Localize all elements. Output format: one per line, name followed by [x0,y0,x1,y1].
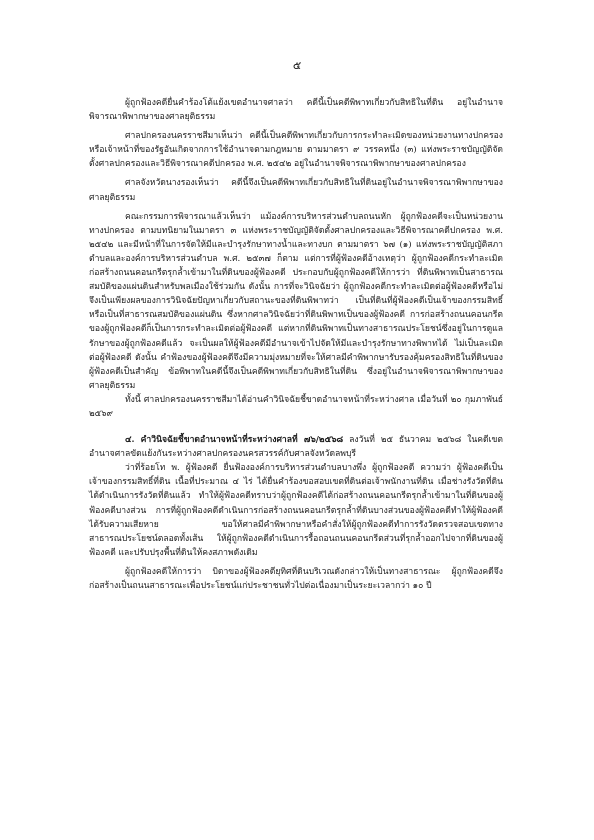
paragraph-committee-opinion: คณะกรรมการพิจารณาแล้วเห็นว่า แม้องค์การบริหารส่วนตำบลถนนหัก ผู้ถูกฟ้องคดีจะเป็นหน่วยงานทางปกครอง ตามบทนิยามในมาตรา ๓ แห่งพระราชบัญญัติจัดตั้งศาลปกครองและวิธีพิจารณาคดีปกครอง พ.ศ. ๒๕๔๒ และมีหน้าที่ในการจัดให้มีและบำรุงรักษาทางน้ำและทางบก ตามมาตรา ๖๗ (๑) แห่งพระราชบัญญัติสภาตำบลและองค์การบริหารส่วนตำบล พ.ศ. ๒๕๓๗ ก็ตาม แต่การที่ผู้ฟ้องคดีอ้างเหตุว่า ผู้ถูกฟ้องคดีกระทำละเมิดก่อสร้างถนนคอนกรีตรุกล้ำเข้ามาในที่ดินของผู้ฟ้องคดี ประกอบกับผู้ถูกฟ้องคดีให้การว่า ที่ดินพิพาทเป็นสาธารณสมบัติของแผ่นดินสำหรับพลเมืองใช้ร่วมกัน ดังนั้น การที่จะวินิจฉัยว่า ผู้ถูกฟ้องคดีกระทำละเมิดต่อผู้ฟ้องคดีหรือไม่ จึงเป็นเพียงผลของการวินิจฉัยปัญหาเกี่ยวกับสถานะของที่ดินพิพาทว่า เป็นที่ดินที่ผู้ฟ้องคดีเป็นเจ้าของกรรมสิทธิ์ หรือเป็นที่สาธารณสมบัติของแผ่นดิน ซึ่งหากศาลวินิจฉัยว่าที่ดินพิพาทเป็นของผู้ฟ้องคดี การก่อสร้างถนนคอนกรีตของผู้ถูกฟ้องคดีก็เป็นการกระทำละเมิดต่อผู้ฟ้องคดี แต่หากที่ดินพิพาทเป็นทางสาธารณประโยชน์ซึ่งอยู่ในการดูแลรักษาของผู้ถูกฟ้องคดีแล้ว จะเป็นผลให้ผู้ฟ้องคดีมีอำนาจเข้าไปจัดให้มีและบำรุงรักษาทางพิพาทได้ ไม่เป็นละเมิดต่อผู้ฟ้องคดี ดังนั้น คำฟ้องของผู้ฟ้องคดีจึงมีความมุ่งหมายที่จะให้ศาลมีคำพิพากษารับรองคุ้มครองสิทธิในที่ดินของผู้ฟ้องคดีเป็นสำคัญ ข้อพิพาทในคดีนี้จึงเป็นคดีพิพาทเกี่ยวกับสิทธิในที่ดิน ซึ่งอยู่ในอำนาจพิจารณาพิพากษาของศาลยุติธรรม [89,211,503,391]
paragraph-objection: ผู้ถูกฟ้องคดียื่นคำร้องโต้แย้งเขตอำนาจศาลว่า คดีนี้เป็นคดีพิพาทเกี่ยวกับสิทธิในที่ดิน อยู่ในอำนาจพิจารณาพิพากษาของศาลยุติธรรม [89,98,503,123]
section-heading-4 [89,433,503,461]
section-heading-rest: ลงวันที่ ๒๕ ธันวาคม ๒๕๖๘ ในคดีเขตอำนาจศาลขัดแย้งกันระหว่างศาลปกครองนครสวรรค์กับศาลจังหวัดลพบุรี [89,435,504,460]
paragraph-admin-court-opinion: ศาลปกครองนครราชสีมาเห็นว่า คดีนี้เป็นคดีพิพาทเกี่ยวกับการกระทำละเมิดของหน่วยงานทางปกครองหรือเจ้าหน้าที่ของรัฐอันเกิดจากการใช้อำนาจตามกฎหมาย ตามมาตรา ๙ วรรคหนึ่ง (๓) แห่งพระราชบัญญัติจัดตั้งศาลปกครองและวิธีพิจารณาคดีปกครอง พ.ศ. ๒๕๔๒ อยู่ในอำนาจพิจารณาพิพากษาของศาลปกครอง [89,131,503,170]
paragraph-defendant-answer: ผู้ถูกฟ้องคดีให้การว่า บิดาของผู้ฟ้องคดียุทิศที่ดินบริเวณดังกล่าวให้เป็นทางสาธารณะ ผู้ถูกฟ้องคดีจึงก่อสร้างเป็นถนนสาธารณะเพื่อประโยชน์แก่ประชาชนทั่วไปต่อเนื่องมาเป็นระยะเวลากว่า ๑๐ ปี [89,566,503,591]
section-heading-title: ๔. คำวินิจฉัยชี้ขาดอำนาจหน้าที่ระหว่างศาลที่ ๗๖/๒๕๖๘ [125,435,344,446]
page-number: ๕ [292,59,302,72]
paragraph-provincial-court-opinion: ศาลจังหวัดนางรองเห็นว่า คดีนี้จึงเป็นคดีพิพาทเกี่ยวกับสิทธิในที่ดินอยู่ในอำนาจพิจารณาพิพากษาของศาลยุติธรรม [89,178,503,203]
paragraph-plaintiff-claim: ว่าที่ร้อยโท พ. ผู้ฟ้องคดี ยื่นฟ้ององค์การบริหารส่วนตำบลบางพึ่ง ผู้ถูกฟ้องคดี ความว่า ผู้ฟ้องคดีเป็นเจ้าของกรรมสิทธิ์ที่ดิน เนื้อที่ประมาณ ๔ ไร่ ได้ยื่นคำร้องขอสอบเขตที่ดินต่อเจ้าพนักงานที่ดิน เมื่อช่างรังวัดที่ดินได้ดำเนินการรังวัดที่ดินแล้ว ทำให้ผู้ฟ้องคดีทราบว่าผู้ถูกฟ้องคดีได้ก่อสร้างถนนคอนกรีตรุกล้ำเข้ามาในที่ดินของผู้ฟ้องคดีบางส่วน การที่ผู้ถูกฟ้องคดีดำเนินการก่อสร้างถนนคอนกรีตรุกล้ำที่ดินบางส่วนของผู้ฟ้องคดีทำให้ผู้ฟ้องคดีได้รับความเสียหาย ขอให้ศาลมีคำพิพากษาหรือคำสั่งให้ผู้ถูกฟ้องคดีทำการรังวัดตรวจสอบเขตทางสาธารณประโยชน์ตลอดทั้งเส้น ให้ผู้ถูกฟ้องคดีดำเนินการรื้อถอนถนนคอนกรีตส่วนที่รุกล้ำออกไปจากที่ดินของผู้ฟ้องคดี และปรับปรุงพื้นที่ดินให้คงสภาพดังเดิม [89,463,503,558]
document-body [89,96,503,593]
paragraph-reading-date: ทั้งนี้ ศาลปกครองนครราชสีมาได้อ่านคำวินิจฉัยชี้ขาดอำนาจหน้าที่ระหว่างศาล เมื่อวันที่ ๒๐ กุมภาพันธ์ ๒๕๖๙ [89,394,503,419]
